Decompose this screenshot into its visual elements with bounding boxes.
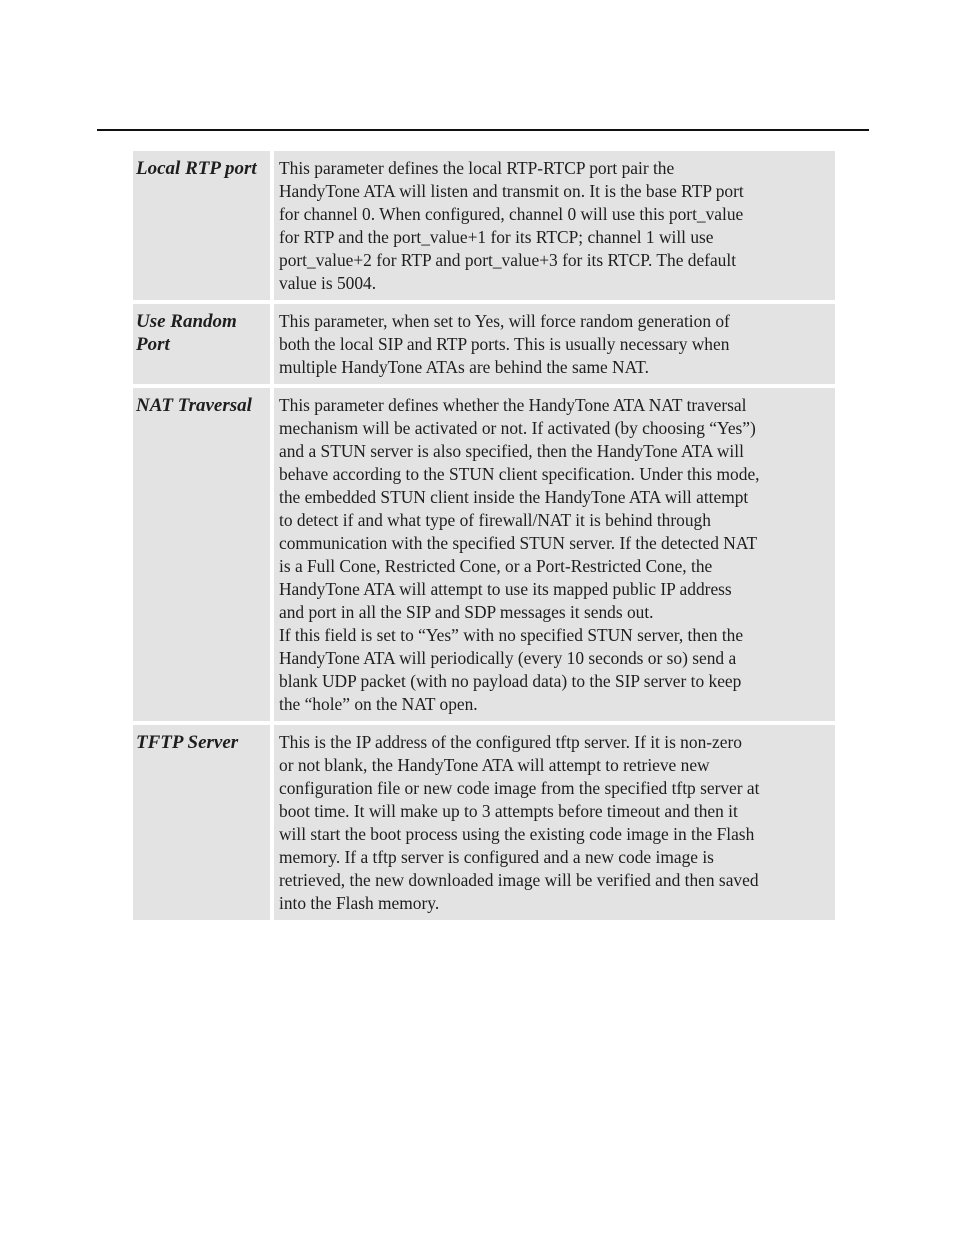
header-rule bbox=[97, 129, 869, 131]
param-name: NAT Traversal bbox=[133, 388, 270, 721]
param-description: This parameter defines whether the HandyTone ATA NAT traversal mechanism will be activated or not. If activated (by choosing “Yes”) and a STUN server is also specified, then the HandyTone ATA will behave according to the STUN client specification. Under this mode, the embedded STUN client inside the HandyTone ATA will attempt to detect if and what type of firewall/NAT it is behind through communication with the specified STUN server. If the detected NAT is a Full Cone, Restricted Cone, or a Port-Restricted Cone, the HandyTone ATA will attempt to use its mapped public IP address and port in all the SIP and SDP messages it sends out. If this field is set to “Yes” with no specified STUN server, then the HandyTone ATA will periodically (every 10 seconds or so) send a blank UDP packet (with no payload data) to the SIP server to keep the “hole” on the NAT open. bbox=[274, 388, 835, 721]
param-name: Use Random Port bbox=[133, 304, 270, 384]
param-name: Local RTP port bbox=[133, 151, 270, 300]
param-name: TFTP Server bbox=[133, 725, 270, 920]
param-description: This parameter defines the local RTP-RTCP port pair the HandyTone ATA will listen and transmit on. It is the base RTP port for channel 0. When configured, channel 0 will use this port_value for RTP and the port_value+1 for its RTCP; channel 1 will use port_value+2 for RTP and port_value+3 for its RTCP. The default value is 5004. bbox=[274, 151, 835, 300]
param-row-nat-traversal bbox=[133, 388, 835, 721]
param-description: This is the IP address of the configured tftp server. If it is non-zero or not blank, the HandyTone ATA will attempt to retrieve new configuration file or new code image from the specified tftp server at boot time. It will make up to 3 attempts before timeout and then it will start the boot process using the existing code image in the Flash memory. If a tftp server is configured and a new code image is retrieved, the new downloaded image will be verified and then saved into the Flash memory. bbox=[274, 725, 835, 920]
parameter-table bbox=[133, 151, 835, 924]
param-description: This parameter, when set to Yes, will force random generation of both the local SIP and RTP ports. This is usually necessary when multiple HandyTone ATAs are behind the same NAT. bbox=[274, 304, 835, 384]
param-row-local-rtp-port bbox=[133, 151, 835, 300]
param-row-tftp-server bbox=[133, 725, 835, 920]
param-row-use-random-port bbox=[133, 304, 835, 384]
